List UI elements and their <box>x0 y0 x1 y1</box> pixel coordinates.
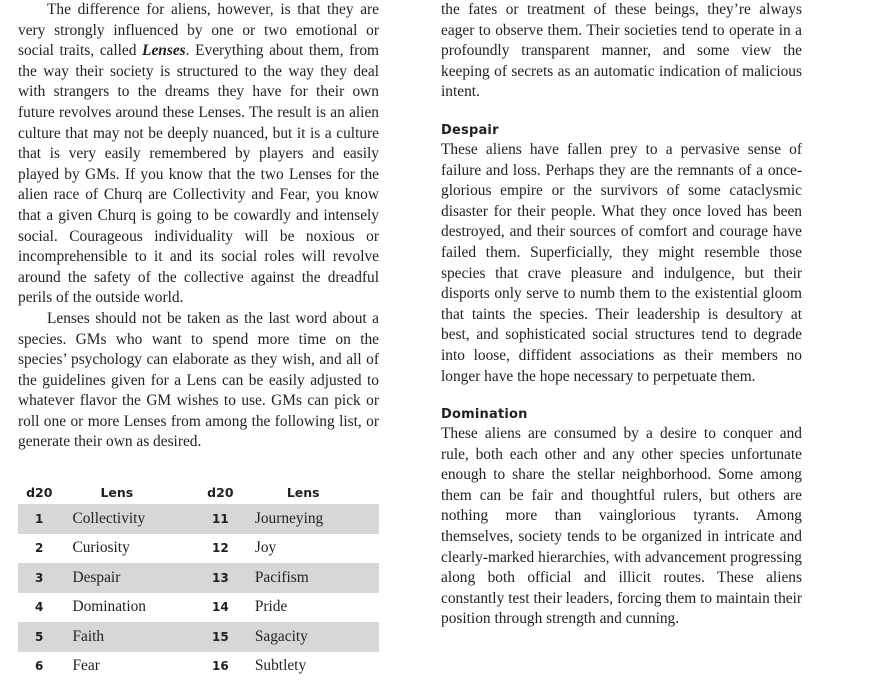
paragraph-text-after: . Everything about them, from the way their society is structured to the way they deal with strangers to the dreams they have for their own future revolves around these Lenses. The result is an alien culture that may not be deeply nuanced, but it is a culture that is very easily remembered by players and easily played by GMs. If you know that the two Lenses for the alien race of Churq are Collectivity and Fear, you know that a given Churq is going to be cowardly and intensely social. Courageous individuality will be noxious or incomprehensible to it and its social roles will revolve around the safety of the collective against the dreadful perils of the outside world. <box>18 42 379 306</box>
header-lens-1: Lens <box>60 480 197 504</box>
body-paragraph-lenses-usage: Lenses should not be taken as the last word about a species. GMs who want to spend more time on the species’ psychology can elaborate as they wish, and all of the guidelines given for a Lens can be easily adjusted to whatever flavor the GM wishes to use. GMs can pick or roll one or more Lenses from among the following list, or generate their own as desired. <box>18 309 379 453</box>
left-column <box>18 0 379 453</box>
roll-number: 4 <box>18 593 60 623</box>
lens-name: Pride <box>243 593 379 623</box>
section-heading-despair: Despair <box>441 123 802 139</box>
lens-name: Sagacity <box>243 622 379 652</box>
body-paragraph-despair: These aliens have fallen prey to a pervasive sense of failure and loss. Perhaps they are the remnants of a once-glorious empire or the survivors of some cataclysmic disaster for their people. What they once loved has been destroyed, and their sources of comfort and courage have failed them. Superficially, they might resemble those species that crave pleasure and indulgence, but their disports only serve to numb them to the existential gloom that taints the species. Their leadership is desultory at best, and sophisticated social structures tend to degrade into loose, diffident associations as their members no longer have the hope necessary to perpetuate them. <box>441 140 802 387</box>
lens-name: Journeying <box>243 504 379 534</box>
paragraph-text-before: The difference for aliens, however, is that they are very strongly influenced by one or two emotional or social traits, called <box>18 1 379 59</box>
right-column <box>441 0 802 630</box>
lens-name: Domination <box>60 593 197 623</box>
table-row <box>18 593 379 623</box>
table-row <box>18 652 379 681</box>
roll-number: 12 <box>198 534 243 564</box>
lens-name: Faith <box>60 622 197 652</box>
lens-name: Despair <box>60 563 197 593</box>
table-row <box>18 563 379 593</box>
header-d20-2: d20 <box>198 480 243 504</box>
roll-number: 15 <box>198 622 243 652</box>
lens-name: Collectivity <box>60 504 197 534</box>
section-heading-domination: Domination <box>441 407 802 423</box>
lens-name: Pacifism <box>243 563 379 593</box>
lens-name: Joy <box>243 534 379 564</box>
roll-number: 6 <box>18 652 60 681</box>
table-row <box>18 534 379 564</box>
body-paragraph-lenses-intro <box>18 0 379 309</box>
roll-number: 14 <box>198 593 243 623</box>
roll-number: 11 <box>198 504 243 534</box>
lens-name: Curiosity <box>60 534 197 564</box>
table-row <box>18 622 379 652</box>
body-paragraph-domination: These aliens are consumed by a desire to conquer and rule, both each other and any other species unfortunate enough to share the stellar neighborhood. Some among them can be fair and thoughtful rulers, but others are nothing more than vainglorious tyrants. Among themselves, society tends to be organized in intricate and clearly-marked hierarchies, with advancement progressing along both official and illicit routes. These aliens constantly test their leaders, forcing them to maintain their position through strength and cunning. <box>441 424 802 630</box>
lens-name: Fear <box>60 652 197 681</box>
roll-number: 1 <box>18 504 60 534</box>
header-lens-2: Lens <box>243 480 379 504</box>
roll-number: 3 <box>18 563 60 593</box>
roll-number: 13 <box>198 563 243 593</box>
table-row <box>18 504 379 534</box>
lens-name: Subtlety <box>243 652 379 681</box>
body-paragraph-continued: the fates or treatment of these beings, they’re always eager to observe them. Their societies tend to operate in a profoundly transparent manner, and some view the keeping of secrets as an automatic indication of malicious intent. <box>441 0 802 103</box>
roll-number: 5 <box>18 622 60 652</box>
lens-table-header-row <box>18 480 379 504</box>
term-lenses: Lenses <box>142 42 186 59</box>
header-d20-1: d20 <box>18 480 60 504</box>
roll-number: 16 <box>198 652 243 681</box>
lens-table <box>18 480 379 681</box>
roll-number: 2 <box>18 534 60 564</box>
